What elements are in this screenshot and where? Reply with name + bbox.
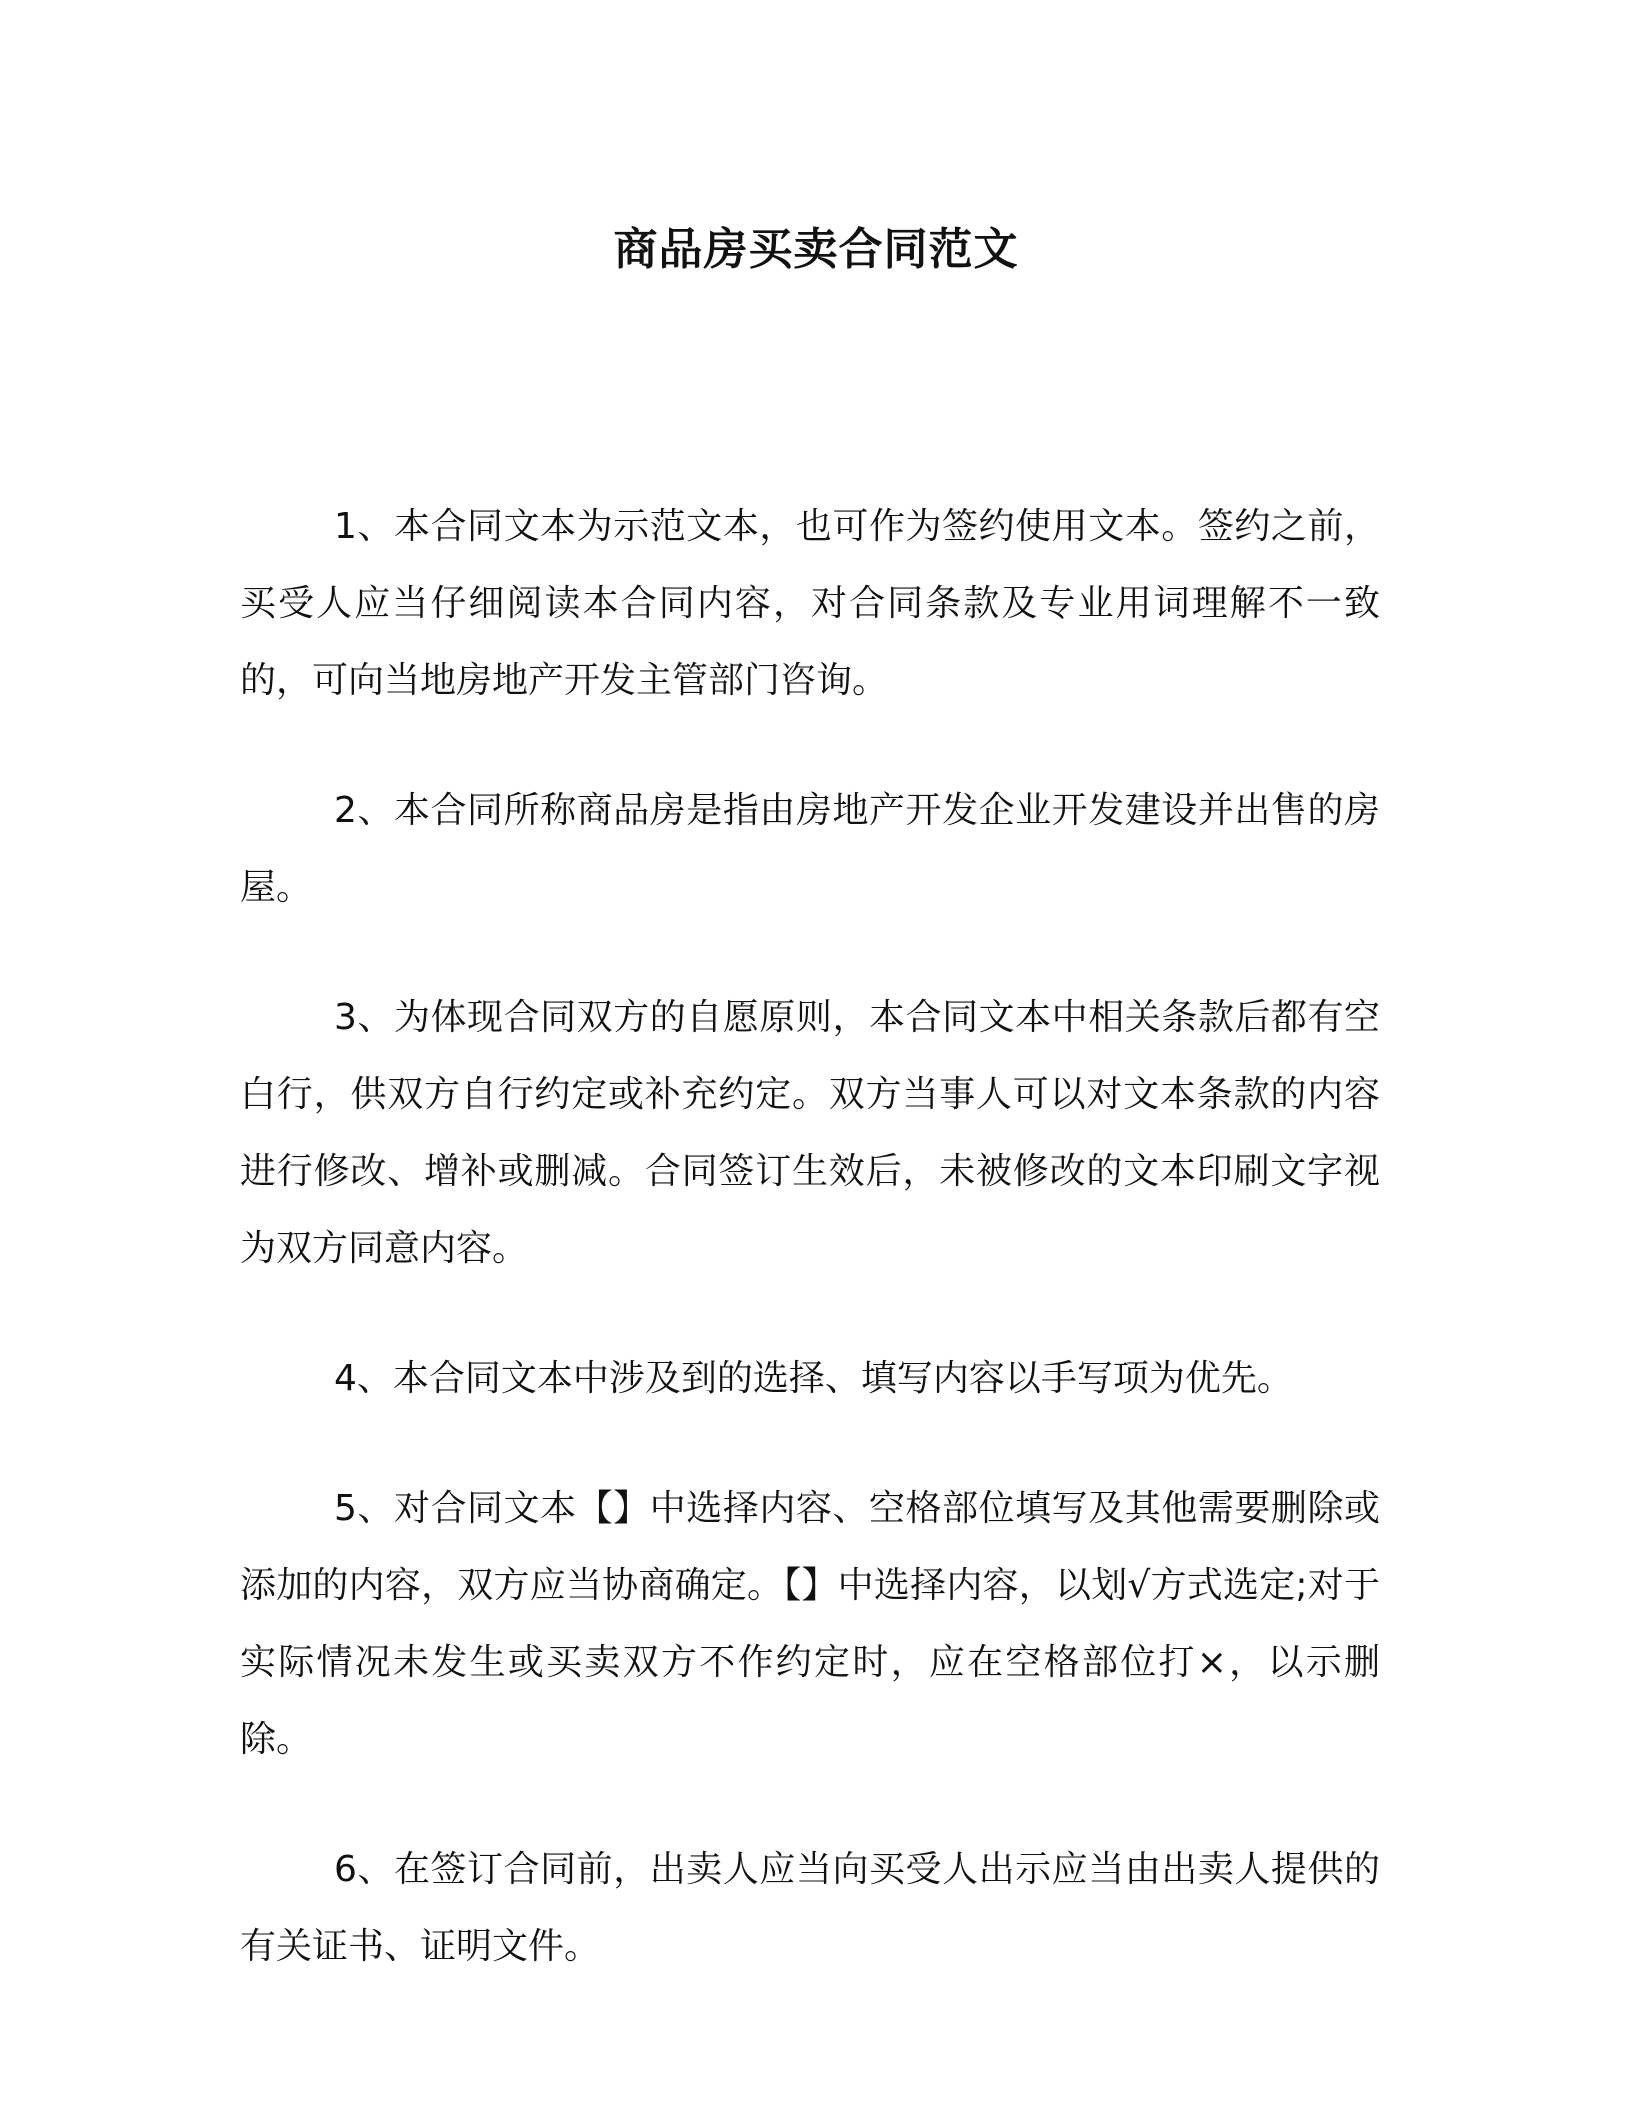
paragraph-6: 6、在签订合同前，出卖人应当向买受人出示应当由出卖人提供的有关证书、证明文件。 [240, 1849, 1380, 1967]
paragraph-2: 2、本合同所称商品房是指由房地产开发企业开发建设并出售的房屋。 [240, 790, 1380, 908]
document-body [240, 488, 1380, 1985]
paragraph-4: 4、本合同文本中涉及到的选择、填写内容以手写项为优先。 [334, 1358, 1293, 1399]
paragraph-1: 1、本合同文本为示范文本，也可作为签约使用文本。签约之前，买受人应当仔细阅读本合同内容，对合同条款及专业用词理解不一致的，可向当地房地产开发主管部门咨询。 [240, 506, 1380, 701]
paragraph-5: 5、对合同文本【】中选择内容、空格部位填写及其他需要删除或添加的内容，双方应当协商确定。【】中选择内容，以划√方式选定;对于实际情况未发生或买卖双方不作约定时，应在空格部位打×，以示删除。 [240, 1488, 1380, 1760]
document-title: 商品房买卖合同范文 [613, 224, 1019, 275]
paragraph-3: 3、为体现合同双方的自愿原则，本合同文本中相关条款后都有空白行，供双方自行约定或补充约定。双方当事人可以对文本条款的内容进行修改、增补或删减。合同签订生效后，未被修改的文本印刷文字视为双方同意内容。 [240, 997, 1380, 1269]
